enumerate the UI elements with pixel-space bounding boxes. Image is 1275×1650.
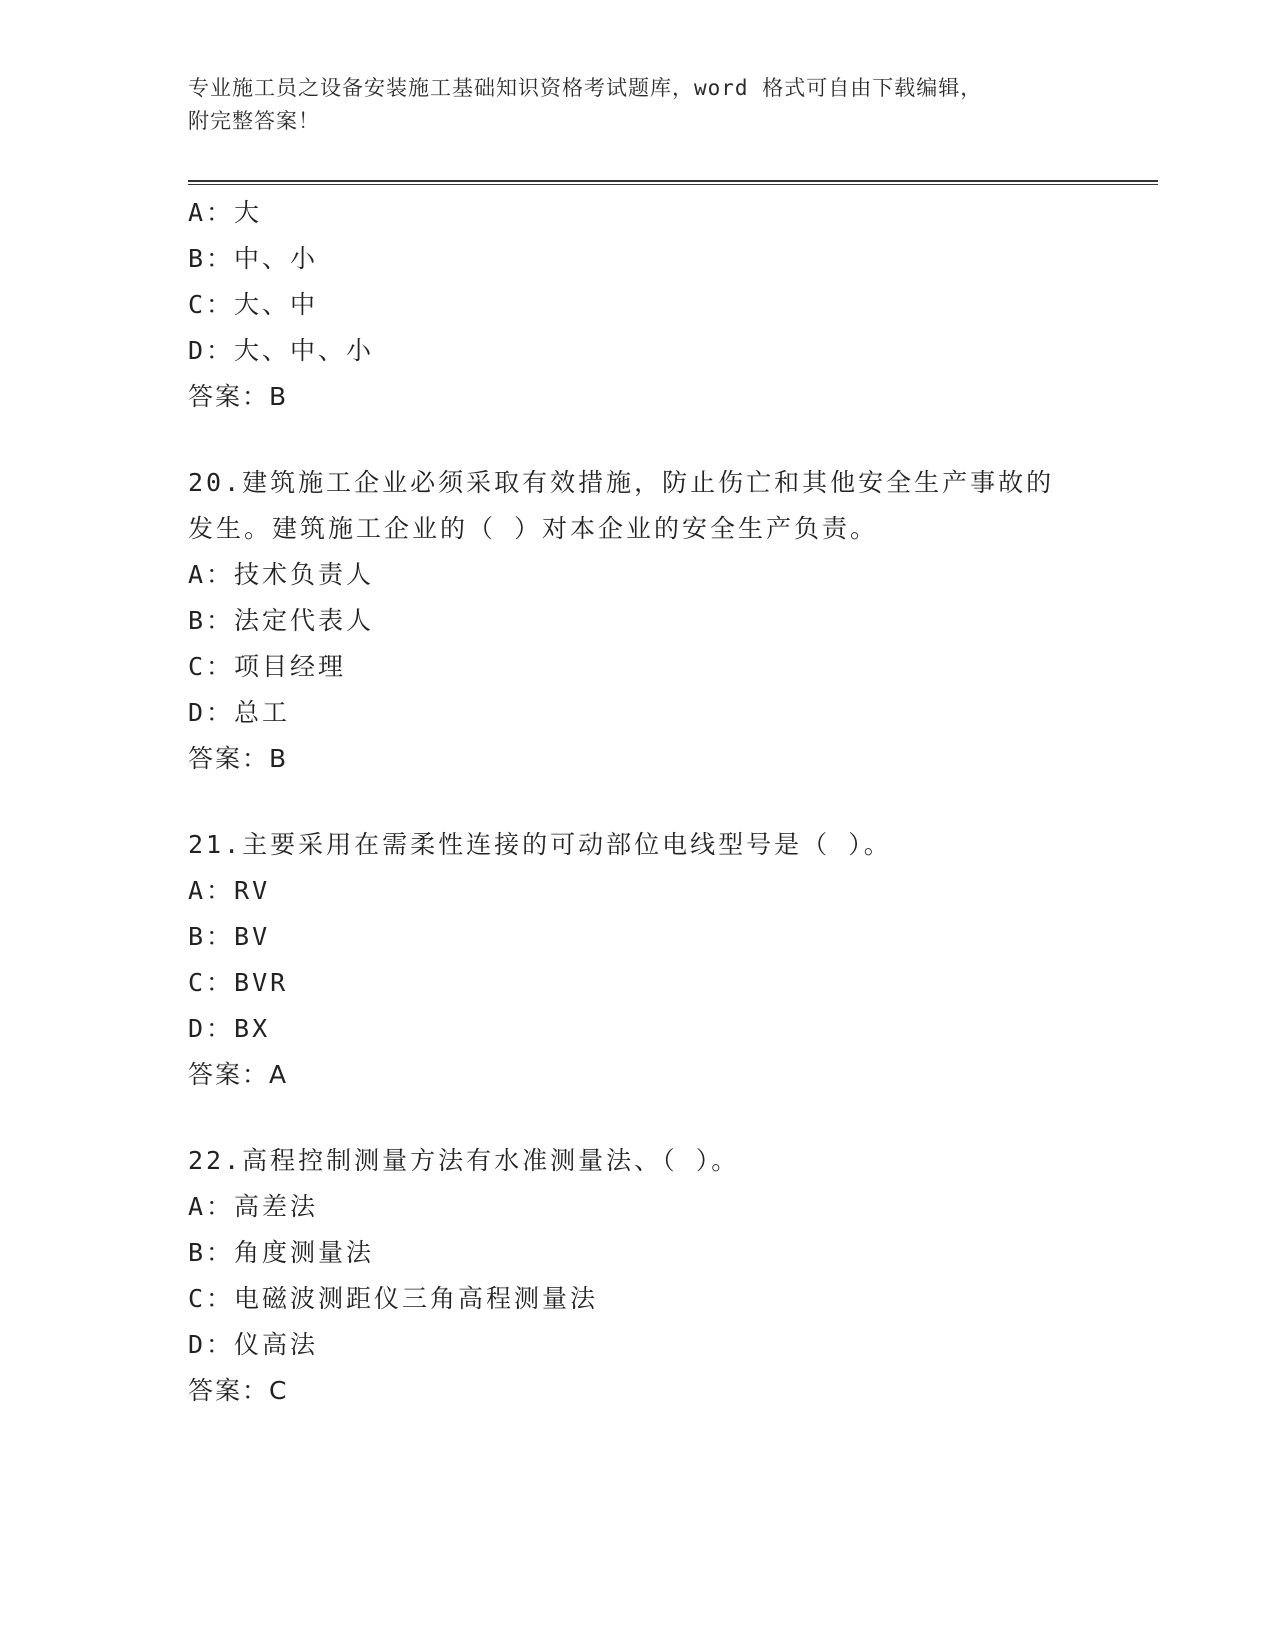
header-divider-thin [188,184,1158,185]
header-line-2: 附完整答案！ [188,109,320,133]
question-text-line-1: 22.高程控制测量方法有水准测量法、（ ）。 [188,1146,740,1175]
question-21-block [188,822,1148,1098]
spacer [188,1098,1148,1138]
option-d: D：仪高法 [188,1330,319,1359]
option-c: C：项目经理 [188,652,347,681]
option-c: C：电磁波测距仪三角高程测量法 [188,1284,599,1313]
option-c: C：大、中 [188,290,319,319]
option-a: A：RV [188,876,271,905]
option-c: C：BVR [188,968,289,997]
header-line-1: 专业施工员之设备安装施工基础知识资格考试题库，word 格式可自由下载编辑， [188,76,983,100]
question-text-line-1: 21.主要采用在需柔性连接的可动部位电线型号是（ ）。 [188,830,892,859]
option-d: D：总工 [188,698,291,727]
question-text-line-1: 20.建筑施工企业必须采取有效措施，防止伤亡和其他安全生产事故的 [188,468,1055,497]
question-20-block [188,460,1148,782]
option-a: A：技术负责人 [188,560,375,589]
option-a: A：高差法 [188,1192,319,1221]
option-b: B：角度测量法 [188,1238,375,1267]
question-list [188,190,1148,1414]
answer-line: 答案：A [188,1060,289,1089]
question-19-block [188,190,1148,420]
option-b: B：BV [188,922,271,951]
spacer [188,782,1148,822]
question-22-block [188,1138,1148,1414]
question-text-line-2: 发生。建筑施工企业的（ ）对本企业的安全生产负责。 [188,514,879,543]
answer-line: 答案：B [188,744,289,773]
option-b: B：中、小 [188,244,319,273]
spacer [188,420,1148,460]
answer-line: 答案：B [188,382,289,411]
document-header [188,72,1088,138]
option-d: D：大、中、小 [188,336,375,365]
option-b: B：法定代表人 [188,606,375,635]
option-d: D：BX [188,1014,271,1043]
header-divider-thick [188,180,1158,182]
answer-line: 答案：C [188,1376,289,1405]
option-a: A：大 [188,198,263,227]
